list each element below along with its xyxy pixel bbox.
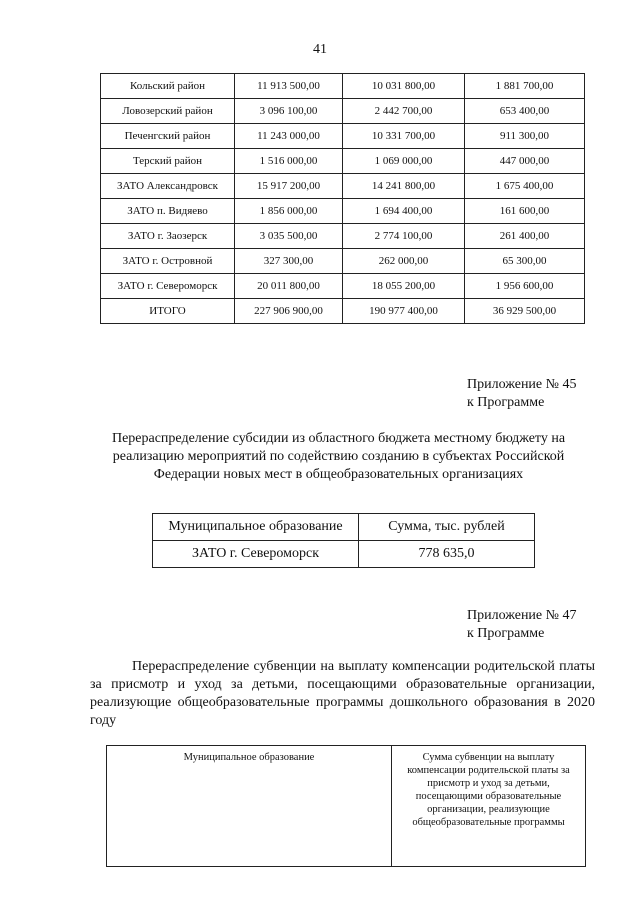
column-header: Муниципальное образование [183,752,315,763]
appendix-reference: к Программе [467,626,545,641]
amount-cell: 2 774 100,00 [343,224,465,249]
table-header-row [107,746,586,867]
appendix-47-title: Перераспределение субвенции на выплату компенсации родительской платы за присмотр и уход за детьми, посещающими образовательные организации, реализующие общеобразовательные программы дошкольного образования в 2020 году [90,659,595,728]
amount-cell: 327 300,00 [235,249,343,274]
appendix-45-label [467,376,577,412]
amount-cell: 447 000,00 [465,149,585,174]
appendix-45-title: Перераспределение субсидии из областного бюджета местному бюджету на реализацию мероприятий по содействию созданию в субъектах Российской Федерации новых мест в общеобразовательных организациях [111,431,566,482]
municipality-cell: ЗАТО п. Видяево [101,199,235,224]
municipality-cell: ЗАТО г. Североморск [101,274,235,299]
table-row [101,74,585,99]
amount-cell: 11 243 000,00 [235,124,343,149]
amount-cell: 1 069 000,00 [343,149,465,174]
table-row [101,149,585,174]
total-amount-cell: 36 929 500,00 [465,299,585,324]
total-amount-cell: 227 906 900,00 [235,299,343,324]
municipality-cell: Печенгский район [101,124,235,149]
amount-cell: 3 096 100,00 [235,99,343,124]
table-row [101,124,585,149]
appendix-number: Приложение № 45 [467,377,577,392]
amount-cell: 1 694 400,00 [343,199,465,224]
municipality-cell: Кольский район [101,74,235,99]
municipality-cell: ЗАТО г. Североморск [153,541,359,568]
total-label-cell: ИТОГО [101,299,235,324]
amount-cell: 1 675 400,00 [465,174,585,199]
appendix-reference: к Программе [467,395,545,410]
subvention-table [106,745,586,867]
column-header: Сумма, тыс. рублей [359,514,535,541]
column-header-cell [392,746,586,867]
amount-cell: 20 011 800,00 [235,274,343,299]
amount-cell: 11 913 500,00 [235,74,343,99]
amount-cell: 261 400,00 [465,224,585,249]
amount-cell: 161 600,00 [465,199,585,224]
amount-cell: 15 917 200,00 [235,174,343,199]
amount-cell: 1 516 000,00 [235,149,343,174]
amount-cell: 1 881 700,00 [465,74,585,99]
municipality-cell: ЗАТО г. Заозерск [101,224,235,249]
amount-cell: 3 035 500,00 [235,224,343,249]
subsidy-table [152,513,535,568]
table-row [153,541,535,568]
table-row [101,224,585,249]
amount-cell: 2 442 700,00 [343,99,465,124]
amount-cell: 10 031 800,00 [343,74,465,99]
table-header-row [153,514,535,541]
total-amount-cell: 190 977 400,00 [343,299,465,324]
distribution-table [100,73,585,324]
page-number: 41 [313,42,327,57]
municipality-cell: Ловозерский район [101,99,235,124]
amount-cell: 262 000,00 [343,249,465,274]
amount-cell: 18 055 200,00 [343,274,465,299]
amount-cell: 778 635,0 [359,541,535,568]
column-header: Сумма субвенции на выплату компенсации родительской платы за присмотр и уход за детьми, посещающими образовательные организации, реализующие общеобразовательные программы [407,752,570,828]
column-header-cell [107,746,392,867]
amount-cell: 911 300,00 [465,124,585,149]
appendix-47-label [467,607,577,643]
amount-cell: 1 956 600,00 [465,274,585,299]
amount-cell: 1 856 000,00 [235,199,343,224]
table-row [101,174,585,199]
municipality-cell: ЗАТО Александровск [101,174,235,199]
table-total-row [101,299,585,324]
table-row [101,99,585,124]
column-header: Муниципальное образование [153,514,359,541]
amount-cell: 10 331 700,00 [343,124,465,149]
municipality-cell: ЗАТО г. Островной [101,249,235,274]
amount-cell: 14 241 800,00 [343,174,465,199]
amount-cell: 653 400,00 [465,99,585,124]
table-row [101,274,585,299]
municipality-cell: Терский район [101,149,235,174]
table-row [101,199,585,224]
table-row [101,249,585,274]
appendix-number: Приложение № 47 [467,608,577,623]
amount-cell: 65 300,00 [465,249,585,274]
